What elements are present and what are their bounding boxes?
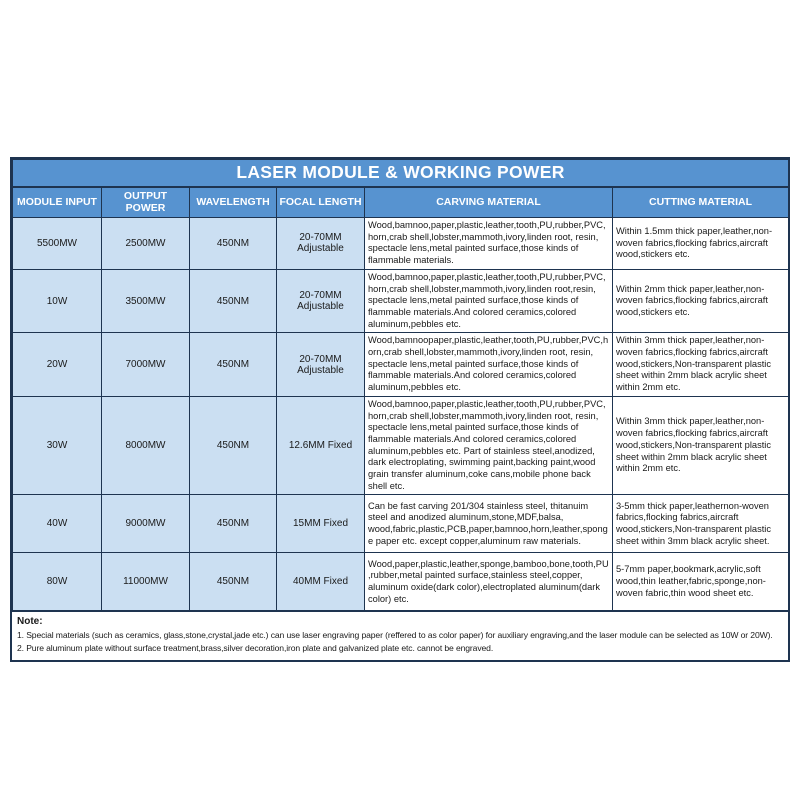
output-power-cell: 2500MW xyxy=(102,218,190,270)
output-power-cell: 7000MW xyxy=(102,333,190,397)
focal-length-cell: 20-70MM Adjustable xyxy=(277,333,365,397)
table-body xyxy=(13,218,789,611)
output-power-cell: 3500MW xyxy=(102,269,190,333)
output-power-cell: 11000MW xyxy=(102,553,190,611)
cutting-material-cell: Within 2mm thick paper,leather,non-woven fabrics,flocking fabrics,aircraft wood,stickers etc. xyxy=(613,269,789,333)
carving-material-cell: Wood,bamnoo,paper,plastic,leather,tooth,PU,rubber,PVC,horn,crab shell,lobster,mammoth,ivory,linden root, resin, spectacle lens,metal painted surface,those kinds of flammable materials.And colored ceramics,colored aluminum,pebbles etc. Part of stainless steel,anodized, dark electroplating, swimming paint,backing paint,wood grain transfer aluminum,coke cans,mobile phone back shell etc. xyxy=(365,396,613,495)
notes-section xyxy=(12,611,788,659)
focal-length-cell: 15MM Fixed xyxy=(277,495,365,553)
table-title: LASER MODULE & WORKING POWER xyxy=(13,160,789,187)
carving-material-cell: Wood,bamnoopaper,plastic,leather,tooth,PU,rubber,PVC,horn,crab shell,lobster,mammoth,ivory,linden root, resin, spectacle lens,metal painted surface,those kinds of flammable materials.And colored ceramics,colored aluminum,pebbles etc. xyxy=(365,333,613,397)
module-input-cell: 10W xyxy=(13,269,102,333)
module-input-cell: 40W xyxy=(13,495,102,553)
focal-length-cell: 20-70MM Adjustable xyxy=(277,218,365,270)
carving-material-cell: Wood,paper,plastic,leather,sponge,bamboo,bone,tooth,PU,rubber,metal painted surface,stainless steel,copper, aluminum oxide(dark color),electroplated aluminum(dark color) etc. xyxy=(365,553,613,611)
output-power-cell: 9000MW xyxy=(102,495,190,553)
module-input-cell: 30W xyxy=(13,396,102,495)
note-line-1: 1. Special materials (such as ceramics, glass,stone,crystal,jade etc.) can use laser engraving paper (reffered to as color paper) for auxiliary engraving,and the laser module can be selected as 10W or 20W). xyxy=(17,629,773,640)
col-header-wavelength: WAVELENGTH xyxy=(190,187,277,218)
table-row xyxy=(13,333,789,397)
wavelength-cell: 450NM xyxy=(190,218,277,270)
carving-material-cell: Wood,bamnoo,paper,plastic,leather,tooth,PU,rubber,PVC,horn,crab shell,lobster,mammoth,ivory,linden root, resin, spectacle lens,metal painted surface,those kinds of flammable materials. xyxy=(365,218,613,270)
wavelength-cell: 450NM xyxy=(190,333,277,397)
laser-module-spec-table xyxy=(12,159,789,611)
table-header-row xyxy=(13,187,789,218)
cutting-material-cell: Within 1.5mm thick paper,leather,non-woven fabrics,flocking fabrics,aircraft wood,stickers etc. xyxy=(613,218,789,270)
focal-length-cell: 20-70MM Adjustable xyxy=(277,269,365,333)
focal-length-cell: 12.6MM Fixed xyxy=(277,396,365,495)
notes-label: Note: xyxy=(17,616,43,628)
focal-length-cell: 40MM Fixed xyxy=(277,553,365,611)
wavelength-cell: 450NM xyxy=(190,495,277,553)
col-header-cutting-material: CUTTING MATERIAL xyxy=(613,187,789,218)
cutting-material-cell: Within 3mm thick paper,leather,non-woven fabrics,flocking fabrics,aircraft wood,stickers,Non-transparent plastic sheet within 2mm black acrylic sheet within 2mm etc. xyxy=(613,396,789,495)
table-row xyxy=(13,553,789,611)
output-power-cell: 8000MW xyxy=(102,396,190,495)
cutting-material-cell: 3-5mm thick paper,leathernon-woven fabrics,flocking fabrics,aircraft wood,stickers,Non-transparent plastic sheet within 3mm black acrylic sheet. xyxy=(613,495,789,553)
wavelength-cell: 450NM xyxy=(190,396,277,495)
table-row xyxy=(13,218,789,270)
note-line-2: 2. Pure aluminum plate without surface treatment,brass,silver decoration,iron plate and galvanized plate etc. cannot be engraved. xyxy=(17,642,494,653)
col-header-carving-material: CARVING MATERIAL xyxy=(365,187,613,218)
table-row xyxy=(13,495,789,553)
module-input-cell: 20W xyxy=(13,333,102,397)
module-input-cell: 80W xyxy=(13,553,102,611)
carving-material-cell: Wood,bamnoo,paper,plastic,leather,tooth,PU,rubber,PVC,horn,crab shell,lobster,mammoth,ivory,linden root,resin, spectacle lens,metal painted surface,those kinds of flammable materials.And colored ceramics,colored aluminum,pebbles etc. xyxy=(365,269,613,333)
wavelength-cell: 450NM xyxy=(190,553,277,611)
col-header-focal-length: FOCAL LENGTH xyxy=(277,187,365,218)
spec-table-container xyxy=(10,157,790,662)
cutting-material-cell: 5-7mm paper,bookmark,acrylic,soft wood,thin leather,fabric,sponge,non-woven fabric,thin wood sheet etc. xyxy=(613,553,789,611)
table-title-row xyxy=(13,160,789,187)
table-row xyxy=(13,269,789,333)
col-header-output-power: OUTPUT POWER xyxy=(102,187,190,218)
wavelength-cell: 450NM xyxy=(190,269,277,333)
cutting-material-cell: Within 3mm thick paper,leather,non-woven fabrics,flocking fabrics,aircraft wood,stickers,Non-transparent plastic sheet within 2mm black acrylic sheet within 2mm etc. xyxy=(613,333,789,397)
carving-material-cell: Can be fast carving 201/304 stainless steel, thitanuim steel and anodized aluminum,stone,MDF,balsa, wood,fabric,plastic,PCB,paper,bamnoo,horn,leather,sponge paper etc. except copper,aluminum raw materials. xyxy=(365,495,613,553)
col-header-module-input: MODULE INPUT xyxy=(13,187,102,218)
module-input-cell: 5500MW xyxy=(13,218,102,270)
table-row xyxy=(13,396,789,495)
